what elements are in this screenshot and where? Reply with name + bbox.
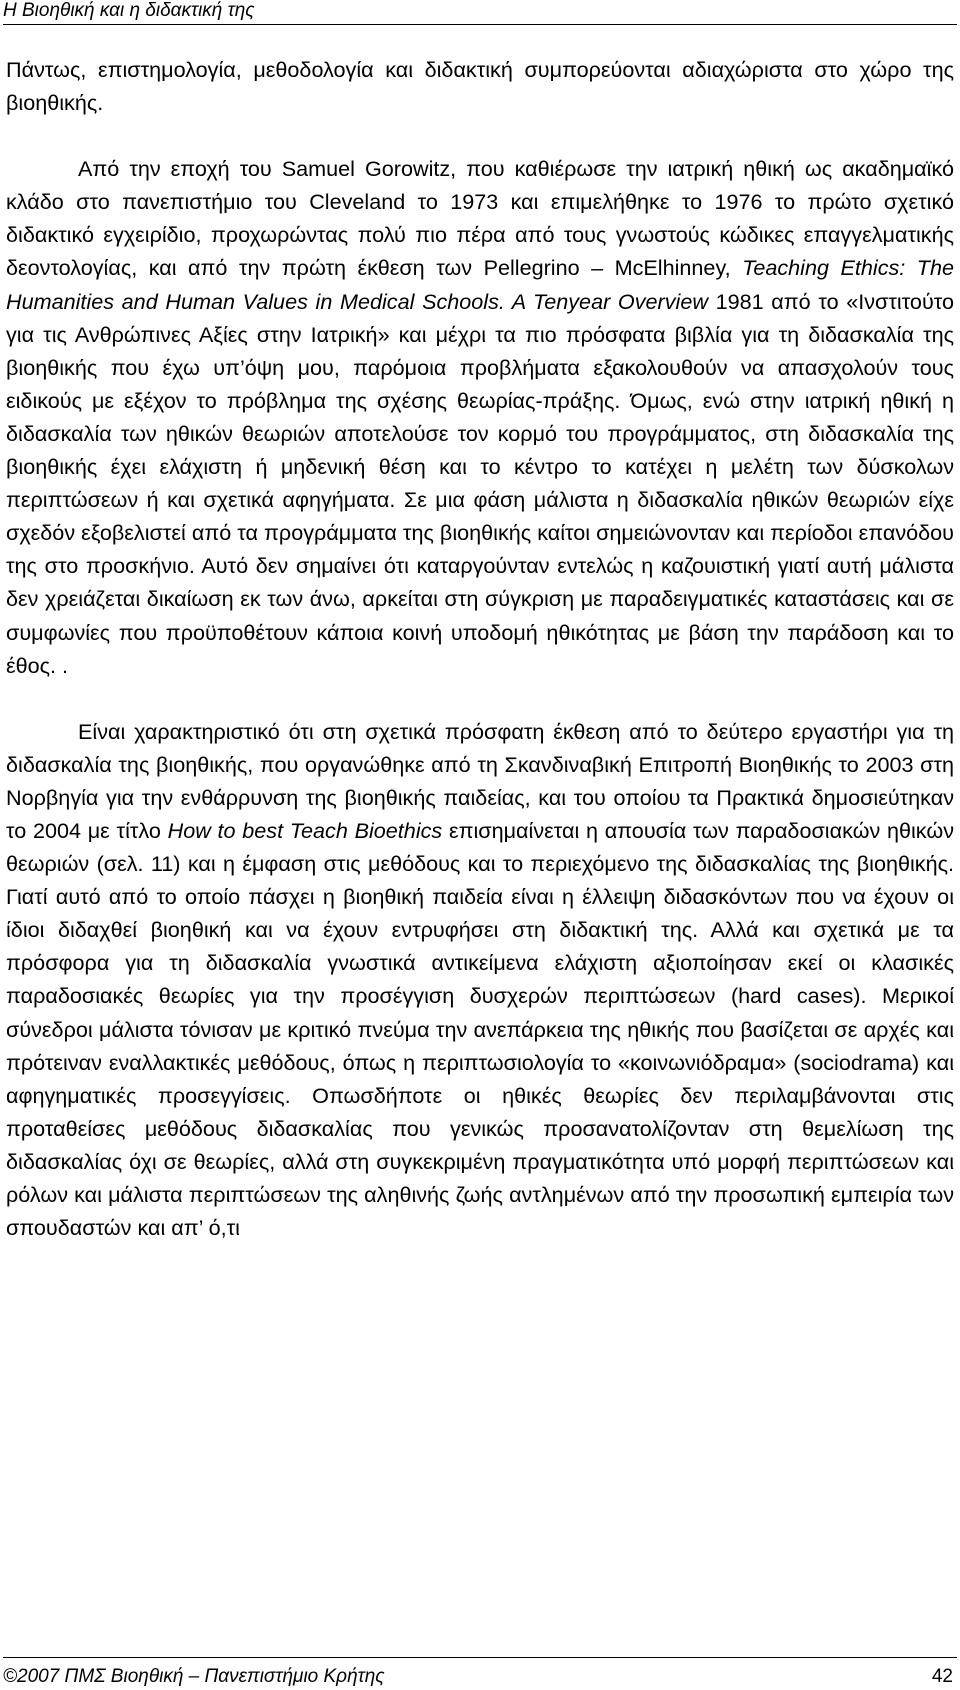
page-footer	[3, 1657, 957, 1688]
paragraph-1-text: Πάντως, επιστημολογία, μεθοδολογία και διδακτική συμπορεύονται αδιαχώριστα στο χώρο της βιοηθικής.	[6, 57, 954, 116]
footer-copyright: ©2007 ΠΜΣ Βιοηθική – Πανεπιστήμιο Κρήτης	[3, 1666, 385, 1687]
document-body	[6, 53, 954, 1244]
paragraph-3-text-b: επισημαίνεται η απουσία των παραδοσιακών ηθικών θεωριών (σελ. 11) και η έμφαση στις μεθόδους και το περιεχόμενο της διδασκαλίας της βιοηθικής. Γιατί αυτό από το οποίο πάσχει η βιοηθική παιδεία είναι η έλλειψη διδασκόντων που να έχουν οι ίδιοι διδαχθεί βιοηθική και να έχουν εντρυφήσει στη διδακτική της. Αλλά και σχετικά με τα πρόσφορα για τη διδασκαλία γνωστικά αντικείμενα ελάχιστη αξιοποίησαν εκεί οι κλασικές παραδοσιακές θεωρίες για την προσέγγιση δυσχερών περιπτώσεων (hard cases). Μερικοί σύνεδροι μάλιστα τόνισαν με κριτικό πνεύμα την ανεπάρκεια της ηθικής που βασίζεται σε αρχές και πρότειναν εναλλακτικές μεθόδους, όπως η περιπτωσιολογία το «κοινωνιόδραμα» (sociodrama) και αφηγηματικές προσεγγίσεις. Οπωσδήποτε οι ηθικές θεωρίες δεν περιλαμβάνονται στις προταθείσες μεθόδους διδασκαλίας που γενικώς προσανατολίζονταν στη θεμελίωση της διδασκαλίας όχι σε θεωρίες, αλλά στη συγκεκριμένη πραγματικότητα υπό μορφή περιπτώσεων και ρόλων και μάλιστα περιπτώσεων της αληθινής ζωής αντλημένων από την προσωπική εμπειρία των σπουδαστών και απ’ ό,τι	[6, 817, 954, 1241]
page-number: 42	[931, 1666, 953, 1687]
paragraph-3-text-a: Είναι χαρακτηριστικό ότι στη σχετικά πρόσφατη έκθεση από το δεύτερο εργαστήρι για τη διδασκαλία της βιοηθικής, που οργανώθηκε από τη Σκανδιναβική Επιτροπή Βιοηθικής το 2003 στη Νορβηγία για την ενθάρρυνση της βιοηθικής παιδείας, και του οποίου τα Πρακτικά δημοσιεύτηκαν το 2004 με τίτλο	[6, 718, 954, 843]
paragraph-2-text-b: 1981 από το «Ινστιτούτο για τις Ανθρώπινες Αξίες στην Ιατρική» και μέχρι τα πιο πρόσφατα βιβλία για τη διδασκαλία της βιοηθικής που έχω υπ’όψη μου, παρόμοια προβλήματα εξακολουθούν να απασχολούν τους ειδικούς με εξέχον το πρόβλημα της σχέσης θεωρίας-πράξης. Όμως, ενώ στην ιατρική ηθική η διδασκαλία των ηθικών θεωριών αποτελούσε τον κορμό του προγράμματος, στη διδασκαλία της βιοηθικής έχει ελάχιστη ή μηδενική θέση και το κέντρο το κατέχει η μελέτη των δύσκολων περιπτώσεων ή και σχετικά αφηγήματα. Σε μια φάση μάλιστα η διδασκαλία ηθικών θεωριών είχε σχεδόν εξοβελιστεί από τα προγράμματα της βιοηθικής καίτοι σημειώνονταν και περίοδοι επανόδου της στο προσκήνιο. Αυτό δεν σημαίνει ότι καταργούνταν εντελώς η καζουιστική γιατί αυτή μάλιστα δεν χρειάζεται δικαίωση εκ των άνω, αρκείται στη σύγκριση με παραδειγματικές καταστάσεις και σε συμφωνίες που προϋποθέτουν κάποια κοινή υποδομή ηθικότητας με βάση την παράδοση και το έθος. .	[6, 288, 954, 678]
paragraph-1	[6, 53, 954, 119]
paragraph-2-text-a: Από την εποχή του Samuel Gorowitz, που καθιέρωσε την ιατρική ηθική ως ακαδημαϊκό κλάδο στο πανεπιστήμιο του Cleveland το 1973 και επιμελήθηκε το 1976 το πρώτο σχετικό διδακτικό εγχειρίδιο, προχωρώντας πολύ πιο πέρα από τους γνωστούς κώδικες επαγγελματικής δεοντολογίας, και από την πρώτη έκθεση των Pellegrino – McElhinney,	[6, 156, 954, 281]
paragraph-3	[6, 715, 954, 1245]
cited-report-title: Teaching Ethics: The Humanities and Human Values in Medical Schools. A Tenyear Overview	[6, 255, 955, 314]
cited-proceedings-title: How to best Teach Bioethics	[167, 817, 443, 843]
paragraph-2	[6, 152, 954, 682]
running-title: Η Βιοηθική και η διδακτική της	[3, 0, 255, 21]
running-header	[3, 0, 957, 25]
